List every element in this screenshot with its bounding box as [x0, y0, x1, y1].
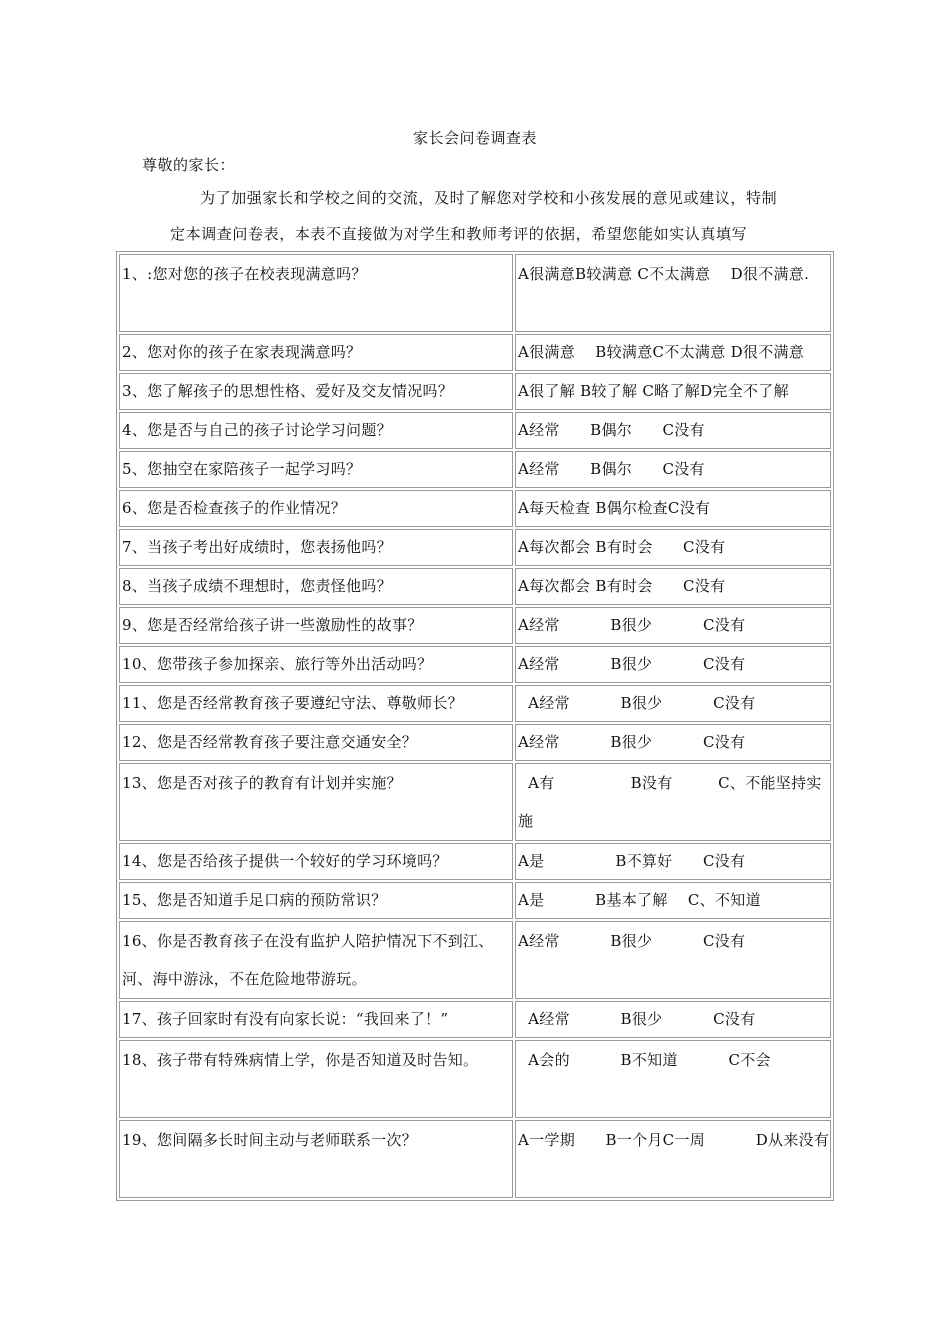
question-cell: 4、您是否与自己的孩子讨论学习问题？	[119, 412, 513, 449]
table-row	[119, 373, 831, 410]
question-cell: 8、当孩子成绩不理想时，您责怪他吗？	[119, 568, 513, 605]
table-row	[119, 724, 831, 761]
question-cell: 9、您是否经常给孩子讲一些激励性的故事？	[119, 607, 513, 644]
table-row	[119, 451, 831, 488]
table-row	[119, 1001, 831, 1038]
survey-table	[116, 251, 834, 1201]
table-row	[119, 412, 831, 449]
table-row	[119, 607, 831, 644]
table-row	[119, 334, 831, 371]
question-cell: 15、您是否知道手足口病的预防常识？	[119, 882, 513, 919]
answer-options-cell: A很满意B较满意 C不太满意 D很不满意.	[515, 254, 831, 332]
answer-options-cell: A经常 B很少 C没有	[515, 607, 831, 644]
answer-options-cell: A每次都会 B有时会 C没有	[515, 568, 831, 605]
question-cell: 19、您间隔多长时间主动与老师联系一次？	[119, 1120, 513, 1198]
table-row	[119, 1040, 831, 1118]
answer-options-cell: A一学期 B一个月C一周 D从来没有	[515, 1120, 831, 1198]
answer-options-cell: A有 B没有 C、不能坚持实施	[515, 763, 831, 841]
question-cell: 11、您是否经常教育孩子要遵纪守法、尊敬师长？	[119, 685, 513, 722]
table-row	[119, 921, 831, 999]
question-cell: 3、您了解孩子的思想性格、爱好及交友情况吗？	[119, 373, 513, 410]
answer-options-cell: A会的 B不知道 C不会	[515, 1040, 831, 1118]
table-row	[119, 763, 831, 841]
table-row	[119, 1120, 831, 1198]
answer-options-cell: A每天检查 B偶尔检查C没有	[515, 490, 831, 527]
answer-options-cell: A每次都会 B有时会 C没有	[515, 529, 831, 566]
table-row	[119, 843, 831, 880]
greeting: 尊敬的家长：	[142, 156, 236, 174]
answer-options-cell: A经常 B很少 C没有	[515, 1001, 831, 1038]
answer-options-cell: A经常 B偶尔 C没有	[515, 412, 831, 449]
question-cell: 5、您抽空在家陪孩子一起学习吗？	[119, 451, 513, 488]
question-cell: 14、您是否给孩子提供一个较好的学习环境吗？	[119, 843, 513, 880]
answer-options-cell: A经常 B很少 C没有	[515, 724, 831, 761]
intro-paragraph-line-2: 定本调查问卷表，本表不直接做为对学生和教师考评的依据，希望您能如实认真填写	[170, 225, 748, 243]
answer-options-cell: A是 B不算好 C没有	[515, 843, 831, 880]
question-cell: 18、孩子带有特殊病情上学，你是否知道及时告知。	[119, 1040, 513, 1118]
answer-options-cell: A是 B基本了解 C、不知道	[515, 882, 831, 919]
intro-paragraph-line-1: 为了加强家长和学校之间的交流，及时了解您对学校和小孩发展的意见或建议，特制	[200, 189, 778, 207]
table-row	[119, 685, 831, 722]
answer-options-cell: A经常 B很少 C没有	[515, 646, 831, 683]
question-cell: 13、您是否对孩子的教育有计划并实施？	[119, 763, 513, 841]
table-row	[119, 529, 831, 566]
question-cell: 17、孩子回家时有没有向家长说：“我回来了！”	[119, 1001, 513, 1038]
question-cell: 12、您是否经常教育孩子要注意交通安全？	[119, 724, 513, 761]
page-title: 家长会问卷调查表	[412, 129, 537, 147]
answer-options-cell: A经常 B很少 C没有	[515, 685, 831, 722]
question-cell: 1、:您对您的孩子在校表现满意吗？	[119, 254, 513, 332]
question-cell: 6、您是否检查孩子的作业情况？	[119, 490, 513, 527]
answer-options-cell: A很满意 B较满意C不太满意 D很不满意	[515, 334, 831, 371]
question-cell: 16、你是否教育孩子在没有监护人陪护情况下不到江、河、海中游泳，不在危险地带游玩。	[119, 921, 513, 999]
table-row	[119, 254, 831, 332]
question-cell: 7、当孩子考出好成绩时，您表扬他吗？	[119, 529, 513, 566]
answer-options-cell: A经常 B偶尔 C没有	[515, 451, 831, 488]
answer-options-cell: A经常 B很少 C没有	[515, 921, 831, 999]
question-cell: 10、您带孩子参加探亲、旅行等外出活动吗？	[119, 646, 513, 683]
table-row	[119, 882, 831, 919]
table-row	[119, 490, 831, 527]
table-row	[119, 646, 831, 683]
table-row	[119, 568, 831, 605]
answer-options-cell: A很了解 B较了解 C略了解D完全不了解	[515, 373, 831, 410]
question-cell: 2、您对你的孩子在家表现满意吗？	[119, 334, 513, 371]
